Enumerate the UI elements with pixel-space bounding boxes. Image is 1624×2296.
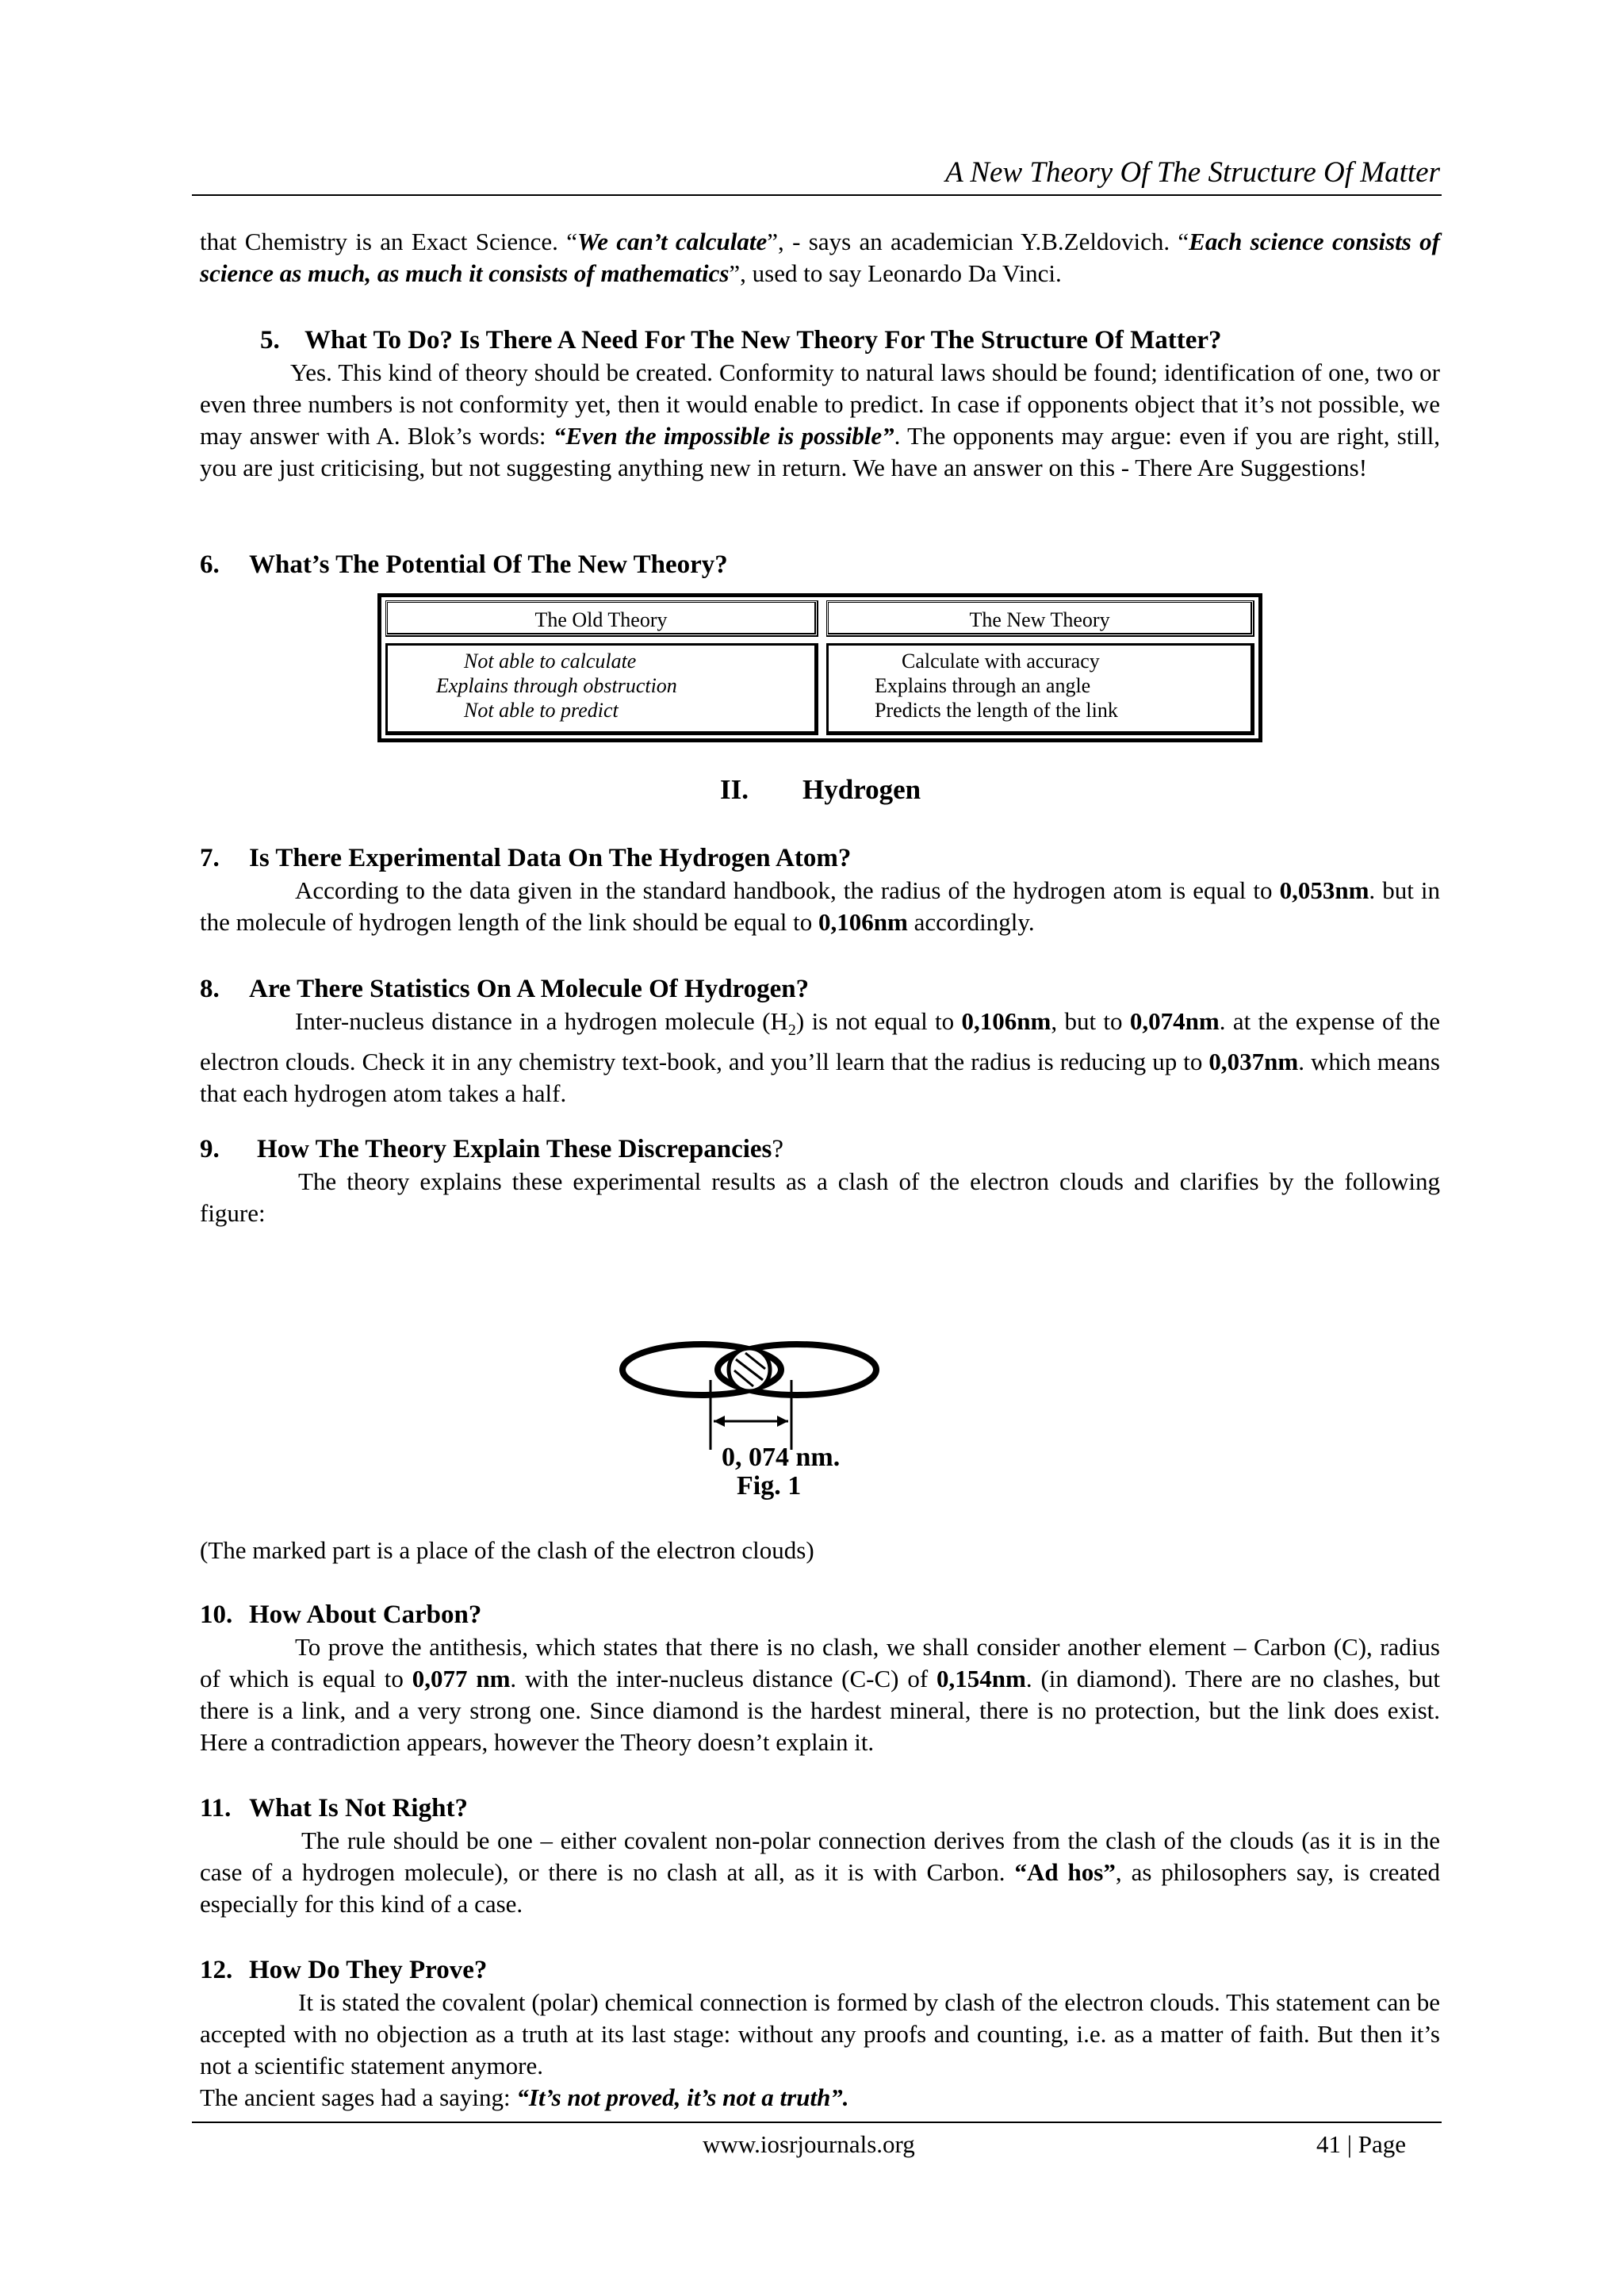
figure-note: (The marked part is a place of the clash of the electron clouds) xyxy=(200,1536,814,1564)
section-12-paragraph: It is stated the covalent (polar) chemical connection is formed by clash of the electron clouds. This statement can be accepted with no objection as a truth at its last stage: without any proofs and counting, i.e. as a matter of faith. But then it’s not a scientific statement anymore. xyxy=(200,1988,1440,2079)
header-rule xyxy=(192,194,1442,196)
table-row: Explains through an angle xyxy=(875,674,1091,697)
zeldovich-quote: We can’t calculate xyxy=(576,228,768,255)
table-row: Predicts the length of the link xyxy=(875,699,1118,722)
footer-rule xyxy=(192,2122,1442,2123)
comparison-table xyxy=(377,593,1262,742)
table-row: Not able to calculate xyxy=(464,650,637,673)
intro-paragraph: that Chemistry is an Exact Science. “We can’t calculate”, - says an academician Y.B.Zeldovich. “Each science consists of science as much, as much it consists of mathematics”, used to say Leonardo Da Vinci. xyxy=(200,228,1440,287)
section-5-heading: 5. What To Do? Is There A Need For The New Theory For The Structure Of Matter? xyxy=(260,326,1222,355)
table-header-new: The New Theory xyxy=(826,600,1254,637)
table-header-old: The Old Theory xyxy=(385,600,818,637)
blok-quote: “Even the impossible is possible” xyxy=(553,422,894,450)
section-7-paragraph: According to the data given in the standard handbook, the radius of the hydrogen atom is equal to 0,053nm. but in the molecule of hydrogen length of the link should be equal to 0,106nm accordingly. xyxy=(200,876,1440,936)
section-12-heading: 12. How Do They Prove? xyxy=(200,1956,488,1984)
page-number: 41 | Page xyxy=(1316,2130,1406,2158)
section-6-heading: 6. What’s The Potential Of The New Theory? xyxy=(200,550,728,579)
table-row: Calculate with accuracy xyxy=(902,650,1100,673)
figure-caption: Fig. 1 xyxy=(737,1471,802,1501)
part-heading: II. Hydrogen xyxy=(720,774,921,805)
section-7-heading: 7. Is There Experimental Data On The Hydrogen Atom? xyxy=(200,844,852,872)
table-row: Explains through obstruction xyxy=(436,674,677,697)
footer-url: www.iosrjournals.org xyxy=(703,2130,915,2158)
distance-label: 0, 074 nm. xyxy=(722,1443,841,1472)
table-row: Not able to predict xyxy=(464,699,619,722)
table-cell-new xyxy=(826,643,1254,735)
section-8-heading: 8. Are There Statistics On A Molecule Of Hydrogen? xyxy=(200,975,810,1003)
sages-quote: “It’s not proved, it’s not a truth”. xyxy=(516,2083,849,2111)
figure-1 xyxy=(619,1332,888,1507)
da-vinci-quote: Each science consists of science as much, as much it consists of mathematics xyxy=(200,228,1440,287)
hydrogen-clouds-diagram xyxy=(619,1332,888,1507)
section-9-heading: 9. How The Theory Explain These Discrepancies? xyxy=(200,1135,784,1163)
section-10-heading: 10. How About Carbon? xyxy=(200,1600,482,1629)
section-12-last-line: The ancient sages had a saying: “It’s not proved, it’s not a truth”. xyxy=(200,2083,849,2111)
section-11-paragraph: The rule should be one – either covalent non-polar connection derives from the clash of the clouds (as it is in the case of a hydrogen molecule), or there is no clash at all, as it is with Carbon. “Ad hos”, as philosophers say, is created especially for this kind of a case. xyxy=(200,1826,1440,1918)
section-8-paragraph: Inter-nucleus distance in a hydrogen molecule $(H_2)$ is not equal to 0,106nm, but to 0,074nm. at the expense of the electron clouds. Check it in any chemistry text-book, and you’ll learn that the radius is reducing up to 0,037nm. which means that each hydrogen atom takes a half. xyxy=(200,1007,1441,1108)
section-9-paragraph: The theory explains these experimental results as a clash of the electron clouds and clarifies by the following figure: xyxy=(200,1167,1440,1227)
running-title: A New Theory Of The Structure Of Matter xyxy=(945,156,1440,189)
section-10-paragraph: To prove the antithesis, which states that there is no clash, we shall consider another element – Carbon (C), radius of which is equal to 0,077 nm. with the inter-nucleus distance (C-C) of 0,154nm. (in diamond). There are no clashes, but there is a link, and a very strong one. Since diamond is the hardest mineral, there is no protection, but the link does exist. Here a contradiction appears, however the Theory doesn’t explain it. xyxy=(200,1633,1440,1756)
ad-hos-quote: “Ad hos” xyxy=(1014,1858,1116,1886)
section-5-paragraph: Yes. This kind of theory should be created. Conformity to natural laws should be found; identification of one, two or even three numbers is not conformity yet, then it would enable to predict. In case if opponents object that it’s not possible, we may answer with A. Blok’s words: “Even the impossible is possible”. The opponents may argue: even if you are right, still, you are just criticising, but not suggesting anything new in return. We have an answer on this - There Are Suggestions! xyxy=(200,358,1441,481)
table-cell-old xyxy=(385,643,818,735)
section-11-heading: 11. What Is Not Right? xyxy=(200,1794,468,1823)
